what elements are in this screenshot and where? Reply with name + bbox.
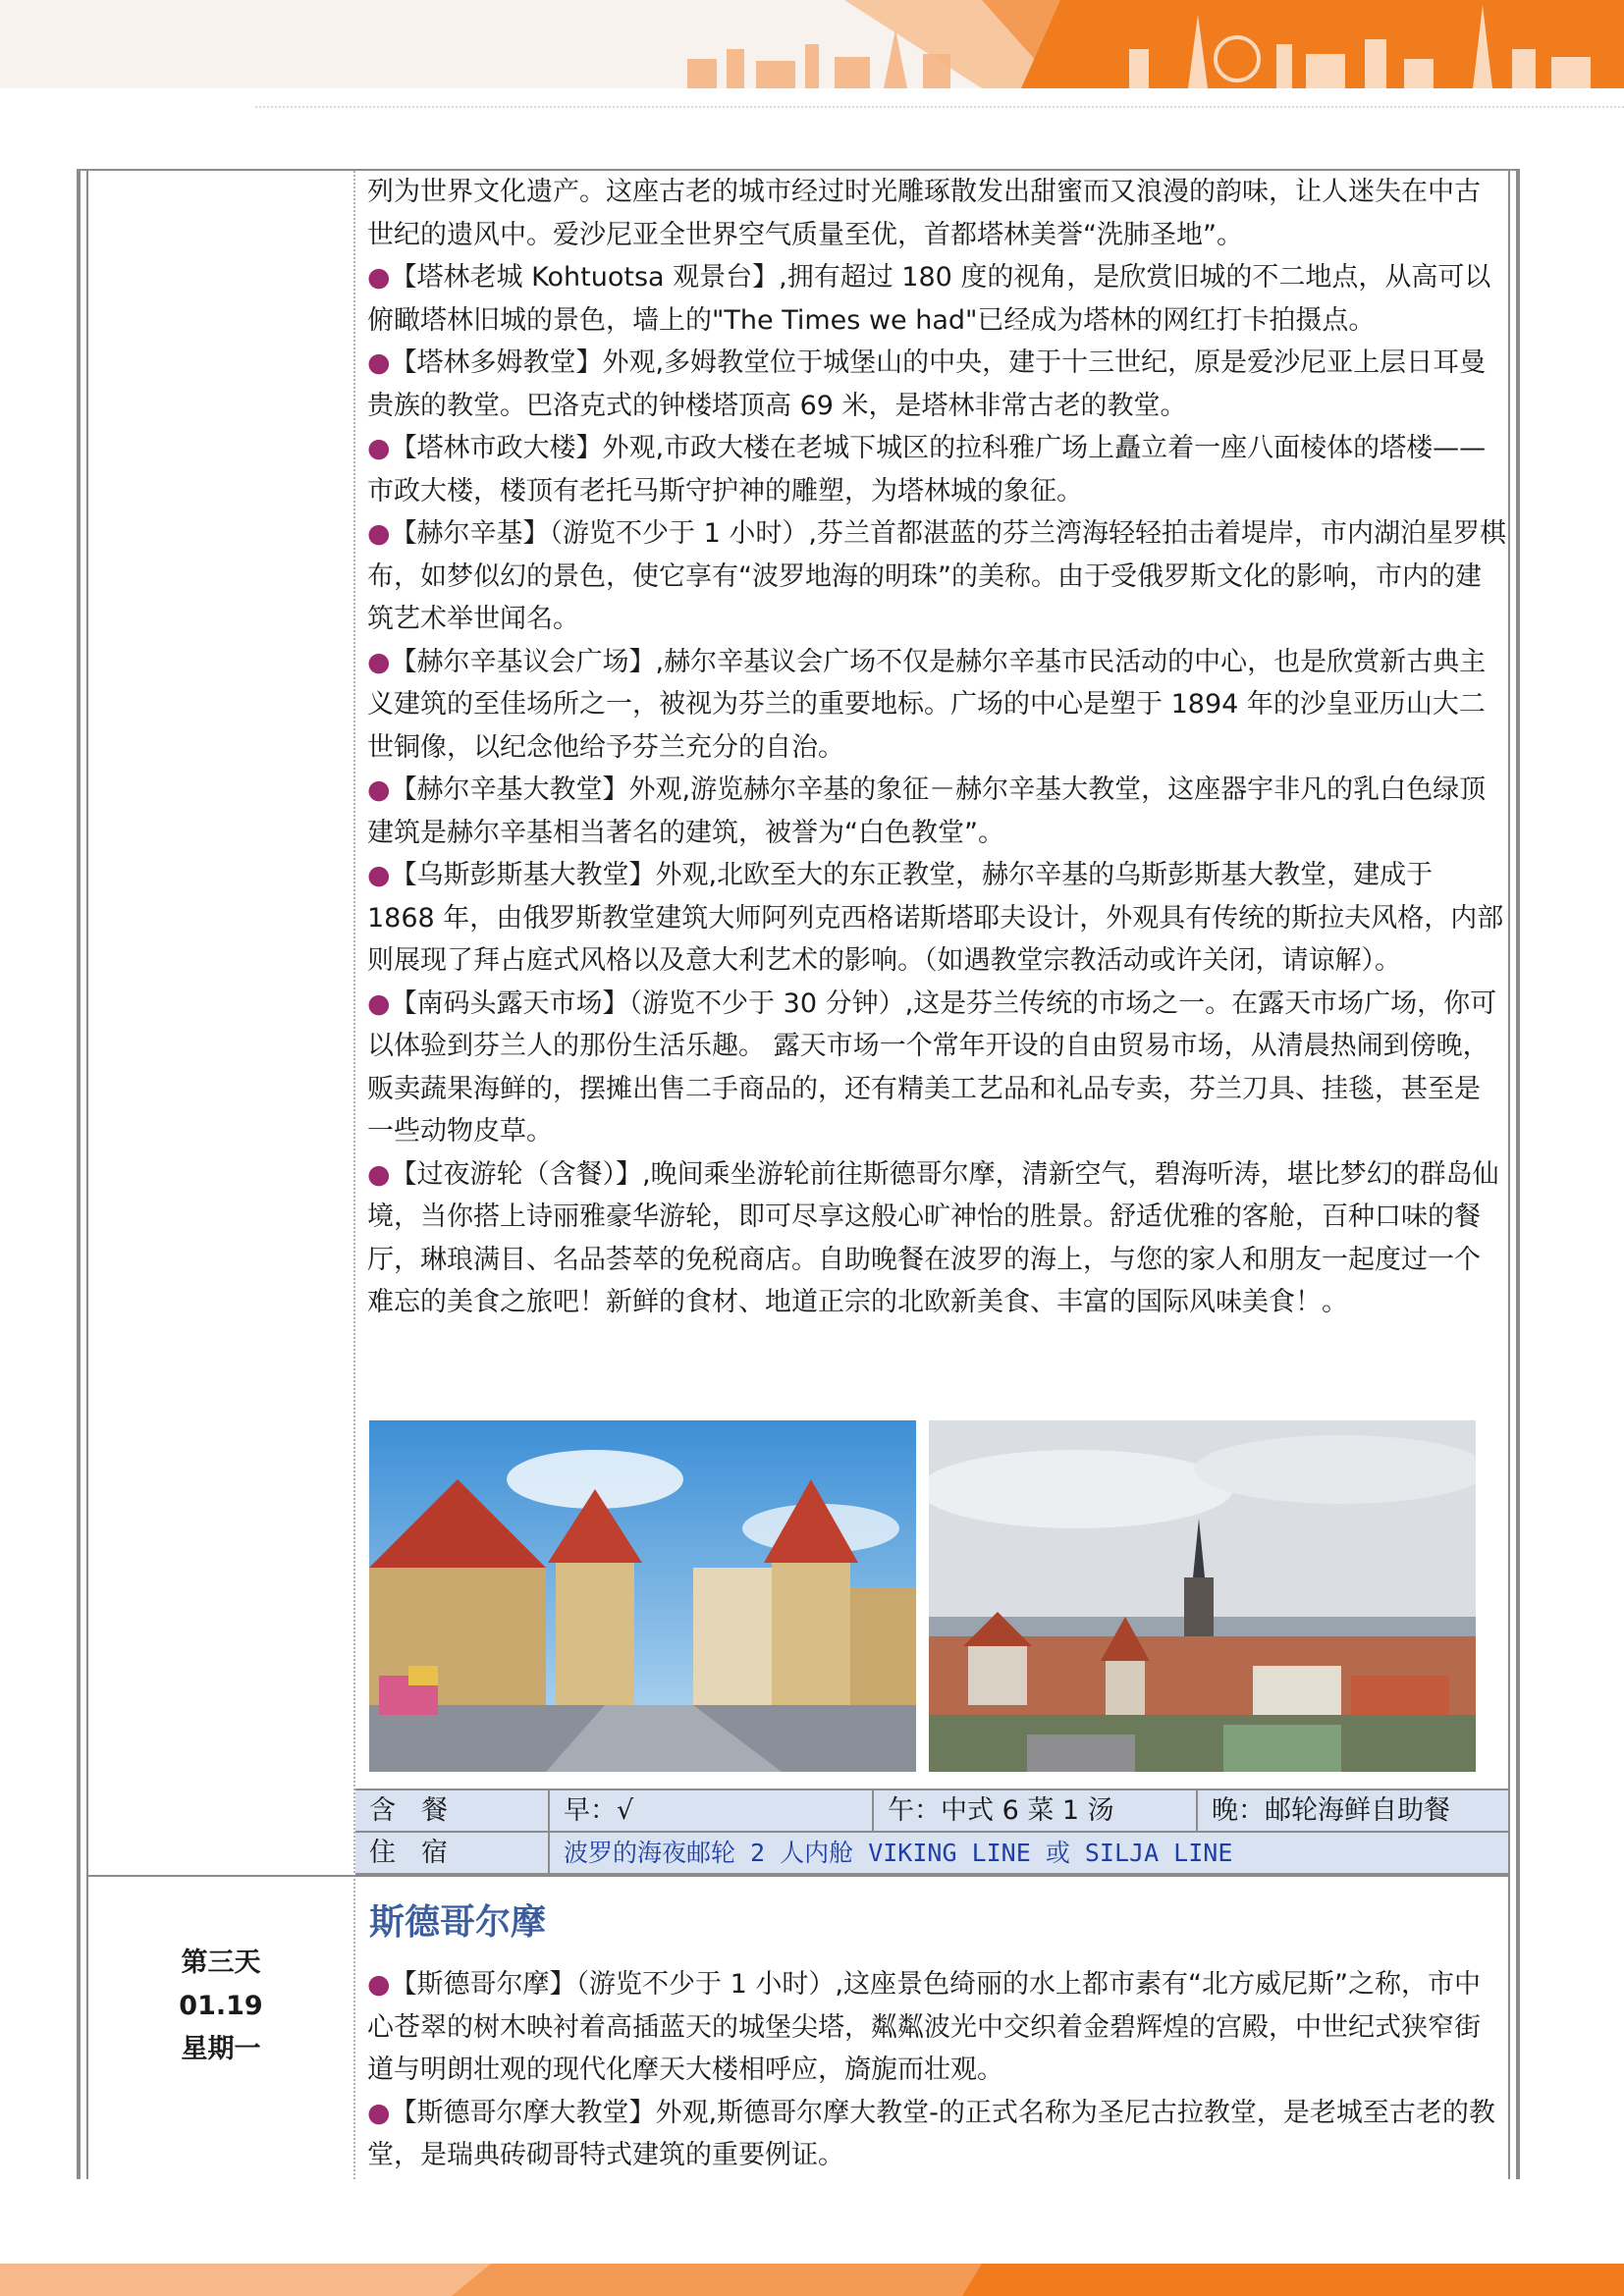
bullet-icon: ●: [367, 646, 391, 677]
paragraph: ●【斯德哥尔摩大教堂】外观,斯德哥尔摩大教堂-的正式名称为圣尼古拉教堂，是老城至古老的教堂，是瑞典砖砌哥特式建筑的重要例证。: [367, 2097, 1495, 2170]
page-footer-band: [0, 2264, 1624, 2296]
dinner-cell: 晚：邮轮海鲜自助餐: [1196, 1790, 1508, 1831]
meal-label: 含餐: [369, 1795, 473, 1826]
city-title: 斯德哥尔摩: [369, 1902, 547, 1943]
day3-itinerary-text: [367, 1963, 1506, 2177]
paragraph: 列为世界文化遗产。这座古老的城市经过时光雕琢散发出甜蜜而又浪漫的韵味，让人迷失在中古世纪的遗风中。爱沙尼亚全世界空气质量至优，首都塔林美誉“洗肺圣地”。: [367, 177, 1481, 250]
paragraph: ●【赫尔辛基议会广场】,赫尔辛基议会广场不仅是赫尔辛基市民活动的中心，也是欣赏新古典主义建筑的至佳场所之一，被视为芬兰的重要地标。广场的中心是塑于 1894 年的沙皇亚历山大二世铜像，以纪念他给予芬兰充分的自治。: [367, 646, 1487, 763]
breakfast-cell: 早：√: [548, 1790, 872, 1831]
meal-row: [355, 1789, 1508, 1831]
bullet-icon: ●: [367, 347, 391, 378]
paragraph: ●【塔林多姆教堂】外观,多姆教堂位于城堡山的中央，建于十三世纪，原是爱沙尼亚上层日耳曼贵族的教堂。巴洛克式的钟楼塔顶高 69 米，是塔林非常古老的教堂。: [367, 347, 1487, 421]
bullet-icon: ●: [367, 518, 391, 549]
table-row-divider: [88, 1875, 1508, 1877]
bullet-icon: ●: [367, 1969, 391, 2000]
day3-label: [88, 1942, 353, 2071]
hotel-row: [355, 1831, 1508, 1875]
bullet-icon: ●: [367, 774, 391, 805]
day2-itinerary-text: [367, 171, 1506, 1324]
day-number: 第三天: [181, 1948, 261, 1978]
hotel-label: 住宿: [369, 1838, 473, 1868]
table-left-border: [77, 169, 88, 2179]
meal-hotel-table: [355, 1789, 1508, 1875]
paragraph: ●【赫尔辛基大教堂】外观,游览赫尔辛基的象征－赫尔辛基大教堂，这座器宇非凡的乳白色绿顶建筑是赫尔辛基相当著名的建筑，被誉为“白色教堂”。: [367, 774, 1487, 848]
day-date: 01.19: [179, 1991, 263, 2021]
bullet-icon: ●: [367, 860, 391, 890]
table-right-border: [1508, 169, 1520, 2179]
bullet-icon: ●: [367, 433, 391, 463]
paragraph: ●【南码头露天市场】（游览不少于 30 分钟）,这是芬兰传统的市场之一。在露天市场广场，你可以体验到芬兰人的那份生活乐趣。 露天市场一个常年开设的自由贸易市场，从清晨热闹到傍晚，贩卖蔬果海鲜的，摆摊出售二手商品的，还有精美工艺品和礼品专卖，芬兰刀具、挂毯，甚至是一些动物皮草。: [367, 988, 1497, 1147]
lunch-cell: 午：中式 6 菜 1 汤: [872, 1790, 1196, 1831]
header-skyline-banner: [0, 0, 1624, 88]
day-weekday: 星期一: [181, 2034, 261, 2064]
paragraph: ●【塔林市政大楼】外观,市政大楼在老城下城区的拉科雅广场上矗立着一座八面棱体的塔楼——市政大楼，楼顶有老托马斯守护神的雕塑，为塔林城的象征。: [367, 433, 1487, 507]
photo-tallinn-viru-gate: [369, 1420, 916, 1772]
bullet-icon: ●: [367, 1158, 391, 1190]
paragraph: ●【塔林老城 Kohtuotsa 观景台】,拥有超过 180 度的视角，是欣赏旧城的不二地点，从高可以俯瞰塔林旧城的景色，墙上的"The Times we had"已经成为塔林的网红打卡拍摄点。: [367, 262, 1491, 336]
hotel-value: 波罗的海夜邮轮 2 人内舱 VIKING LINE 或 SILJA LINE: [548, 1833, 1508, 1873]
bullet-icon: ●: [367, 2097, 391, 2128]
paragraph: ●【乌斯彭斯基大教堂】外观,北欧至大的东正教堂，赫尔辛基的乌斯彭斯基大教堂，建成于 1868 年，由俄罗斯教堂建筑大师阿列克西格诺斯塔耶夫设计，外观具有传统的斯拉夫风格，内部则展现了拜占庭式风格以及意大利艺术的影响。（如遇教堂宗教活动或许关闭，请谅解）。: [367, 860, 1504, 976]
paragraph: ●【斯德哥尔摩】（游览不少于 1 小时）,这座景色绮丽的水上都市素有“北方威尼斯”之称，市中心苍翠的树木映衬着高插蓝天的城堡尖塔，粼粼波光中交织着金碧辉煌的宫殿，中世纪式狭窄街道与明朗壮观的现代化摩天大楼相呼应，旖旎而壮观。: [367, 1969, 1481, 2085]
paragraph: ●【过夜游轮（含餐）】,晚间乘坐游轮前往斯德哥尔摩，清新空气，碧海听涛，堪比梦幻的群岛仙境，当你搭上诗丽雅豪华游轮，即可尽享这般心旷神怡的胜景。舒适优雅的客舱，百种口味的餐厅，琳琅满目、名品荟萃的免税商店。自助晚餐在波罗的海上，与您的家人和朋友一起度过一个难忘的美食之旅吧！新鲜的食材、地道正宗的北欧新美食、丰富的国际风味美食！。: [367, 1158, 1499, 1317]
header-divider: [255, 106, 1624, 108]
bullet-icon: ●: [367, 262, 391, 293]
table-column-divider: [353, 171, 355, 2179]
photo-tallinn-old-town-view: [929, 1420, 1476, 1772]
paragraph: ●【赫尔辛基】（游览不少于 1 小时）,芬兰首都湛蓝的芬兰湾海轻轻拍击着堤岸，市内湖泊星罗棋布，如梦似幻的景色，使它享有“波罗地海的明珠”的美称。由于受俄罗斯文化的影响，市内的建筑艺术举世闻名。: [367, 518, 1506, 634]
bullet-icon: ●: [367, 988, 391, 1019]
page-header: [0, 0, 1624, 88]
